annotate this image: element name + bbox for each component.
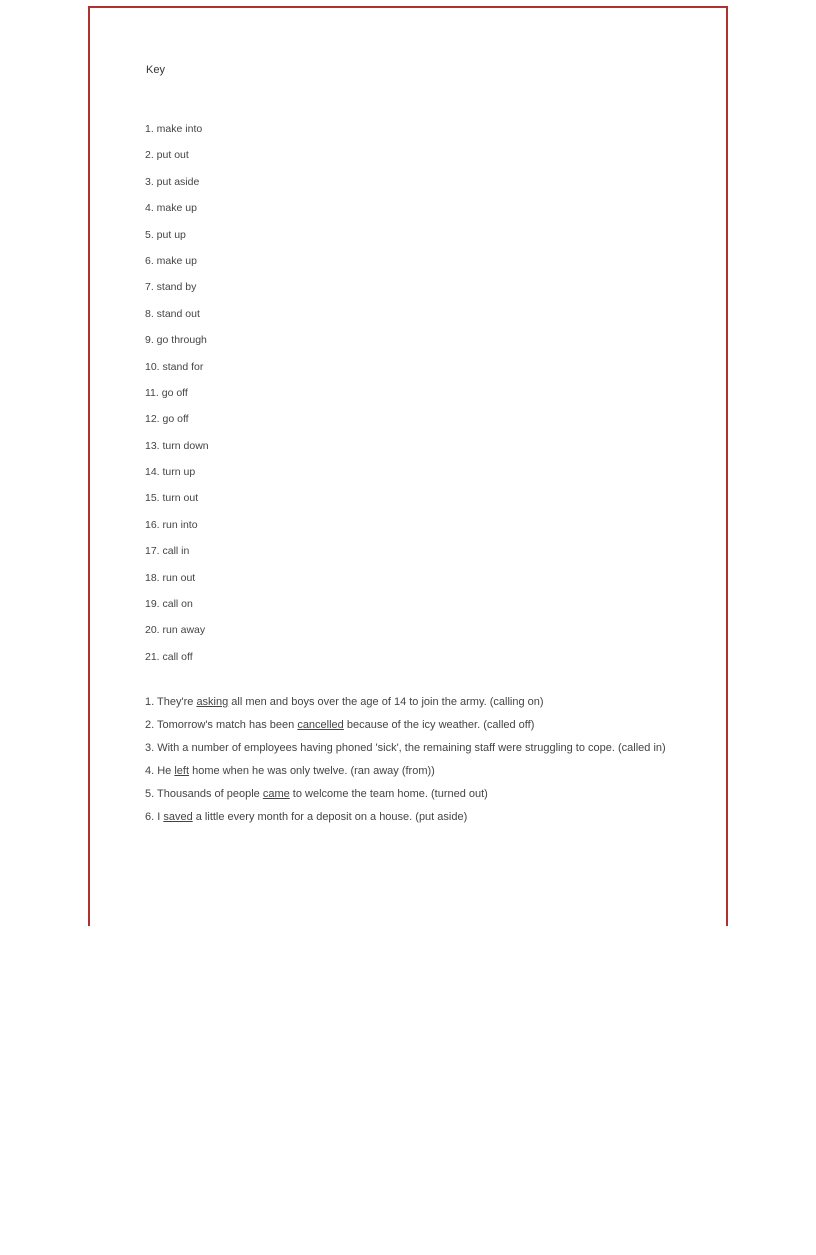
answer-item: 13. turn down [145, 439, 209, 452]
sentence-item [145, 786, 705, 803]
sentence-text: 4. He [145, 765, 175, 777]
answer-item: 9. go through [145, 334, 207, 347]
answer-list [145, 116, 209, 670]
sentence-text: all men and boys over the age of 14 to join the army. (calling on) [228, 696, 544, 708]
answer-item: 17. call in [145, 545, 190, 558]
answer-item: 16. run into [145, 518, 198, 531]
answer-item: 6. make up [145, 254, 197, 267]
sentence-text: to welcome the team home. (turned out) [289, 788, 488, 800]
sentence-item [145, 740, 705, 757]
answer-item: 21. call off [145, 650, 193, 663]
underlined-word: cancelled [297, 719, 344, 731]
answer-item: 4. make up [145, 202, 197, 215]
answer-item: 8. stand out [145, 307, 200, 320]
answer-item: 11. go off [145, 386, 188, 399]
answer-item: 3. put aside [145, 175, 200, 188]
underlined-word: asking [196, 696, 229, 708]
answer-item: 10. stand for [145, 360, 204, 373]
sentence-text: because of the icy weather. (called off) [343, 719, 535, 731]
answer-item: 15. turn out [145, 492, 199, 505]
sentence-text: 5. Thousands of people [145, 788, 263, 800]
answer-item: 1. make into [145, 123, 203, 135]
sentence-text: 6. I [145, 811, 164, 823]
document-page [88, 6, 728, 926]
sentence-item [145, 809, 705, 826]
sentence-text: 3. With a number of employees having phoned 'sick', the remaining staff were struggling to cope. (called in) [145, 742, 666, 754]
answer-item: 19. call on [145, 598, 193, 611]
answer-item: 14. turn up [145, 466, 196, 479]
key-title: Key [146, 64, 165, 76]
sentence-item [145, 763, 705, 780]
answer-item: 7. stand by [145, 281, 197, 294]
sentence-list [145, 694, 705, 832]
answer-item: 20. run away [145, 624, 206, 637]
answer-item: 5. put up [145, 228, 186, 241]
sentence-text: a little every month for a deposit on a house. (put aside) [192, 811, 468, 823]
underlined-word: came [262, 788, 290, 800]
sentence-item [145, 694, 705, 711]
answer-item: 18. run out [145, 571, 196, 584]
sentence-text: 1. They're [145, 696, 197, 708]
sentence-text: 2. Tomorrow's match has been [145, 719, 298, 731]
underlined-word: saved [163, 811, 193, 823]
sentence-text: home when he was only twelve. (ran away (from)) [189, 765, 435, 777]
answer-item: 12. go off [145, 413, 189, 426]
sentence-item [145, 717, 705, 734]
underlined-word: left [174, 765, 190, 777]
answer-item: 2. put out [145, 149, 189, 162]
